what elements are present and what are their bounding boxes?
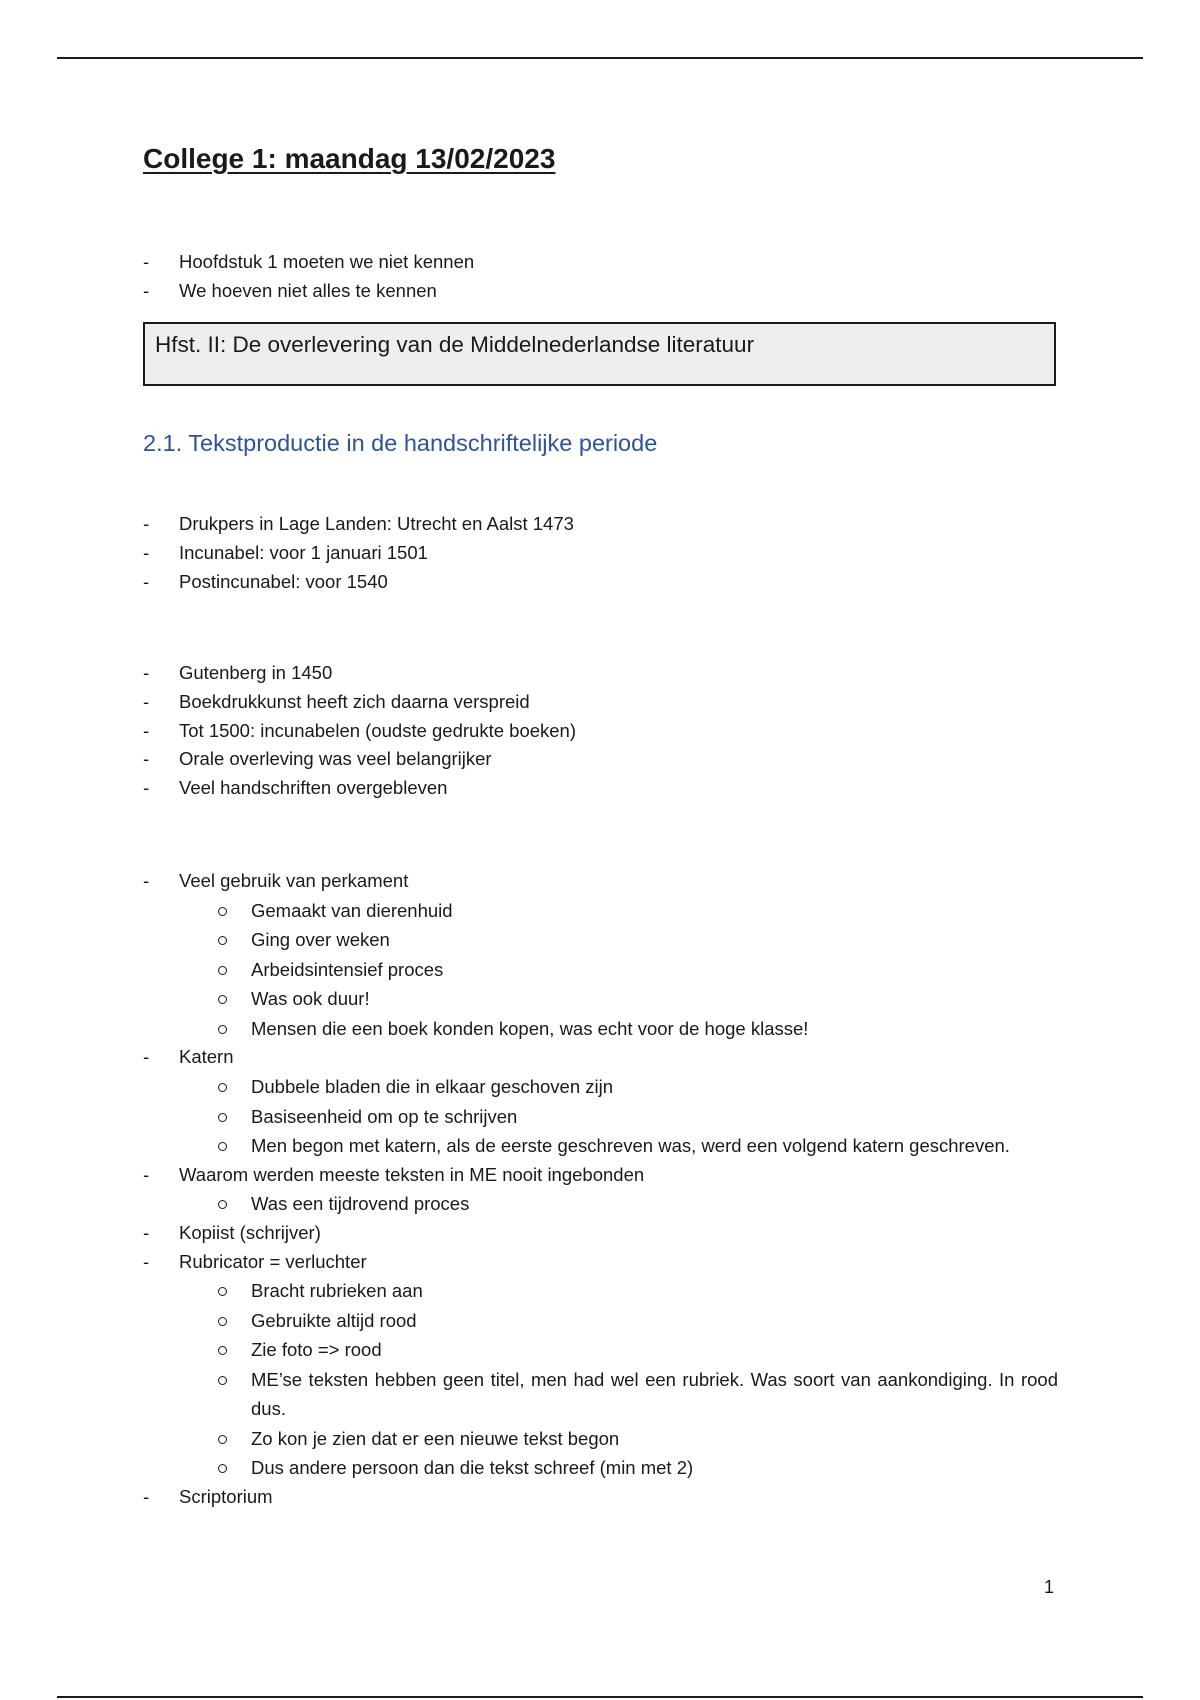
list-item: - Veel gebruik van perkament Gemaakt van dierenhuid Ging over weken Arbeidsintensief proces Was ook duur! Mensen die een boek konden kopen, was echt voor de hoge klasse! <box>143 867 1058 1043</box>
list-item: - Kopiist (schrijver) <box>143 1219 1058 1248</box>
list-item: - Gutenberg in 1450 <box>143 659 1058 688</box>
header-rule <box>57 57 1143 59</box>
list-item: - Tot 1500: incunabelen (oudste gedrukte boeken) <box>143 717 1058 746</box>
page-title: College 1: maandag 13/02/2023 <box>143 143 556 174</box>
sub-list-item: Zie foto => rood <box>143 1335 1058 1365</box>
sub-list-item: Was ook duur! <box>143 984 1058 1014</box>
sub-list-item: Bracht rubrieken aan <box>143 1276 1058 1306</box>
manuscript-list <box>143 867 1058 1512</box>
sub-list-item: Zo kon je zien dat er een nieuwe tekst begon <box>143 1424 1058 1454</box>
footer-rule <box>57 1696 1143 1698</box>
sub-list-item: Ging over weken <box>143 925 1058 955</box>
sub-list <box>179 1276 1058 1483</box>
sub-list-item: Was een tijdrovend proces <box>143 1189 1058 1219</box>
list-item: - Boekdrukkunst heeft zich daarna verspreid <box>143 688 1058 717</box>
sub-list-item: Dus andere persoon dan die tekst schreef (min met 2) <box>143 1453 1058 1483</box>
page-number: 1 <box>1044 1577 1055 1597</box>
sub-list-item: Gemaakt van dierenhuid <box>143 896 1058 926</box>
list-item: - Katern Dubbele bladen die in elkaar geschoven zijn Basiseenheid om op te schrijven Men begon met katern, als de eerste geschreven was, werd een volgend katern geschreven. <box>143 1043 1058 1160</box>
sub-list <box>179 1189 1058 1219</box>
list-item: - We hoeven niet alles te kennen <box>143 277 1058 306</box>
sub-list-item: ME’se teksten hebben geen titel, men had wel een rubriek. Was soort van aankondiging. In rood dus. <box>143 1365 1058 1424</box>
chapter-heading: Hfst. II: De overlevering van de Middelnederlandse literatuur <box>155 332 755 357</box>
list-item: - Waarom werden meeste teksten in ME nooit ingebonden Was een tijdrovend proces <box>143 1161 1058 1219</box>
list-item: - Hoofdstuk 1 moeten we niet kennen <box>143 248 1058 277</box>
sub-list <box>179 1072 1058 1161</box>
list-item: - Incunabel: voor 1 januari 1501 <box>143 539 1058 568</box>
chapter-heading-box <box>143 322 1056 386</box>
list-item: - Scriptorium <box>143 1483 1058 1512</box>
sub-list-item: Men begon met katern, als de eerste geschreven was, werd een volgend katern geschreven. <box>143 1131 1058 1161</box>
section-heading: 2.1. Tekstproductie in de handschriftelijke periode <box>143 430 658 456</box>
list-item: - Veel handschriften overgebleven <box>143 774 1058 803</box>
list-item: - Drukpers in Lage Landen: Utrecht en Aalst 1473 <box>143 510 1058 539</box>
sub-list <box>179 896 1058 1044</box>
intro-list <box>143 248 1058 306</box>
sub-list-item: Mensen die een boek konden kopen, was echt voor de hoge klasse! <box>143 1014 1058 1044</box>
history-list <box>143 659 1058 803</box>
sub-list-item: Dubbele bladen die in elkaar geschoven zijn <box>143 1072 1058 1102</box>
list-item: - Orale overleving was veel belangrijker <box>143 745 1058 774</box>
list-item: - Rubricator = verluchter Bracht rubrieken aan Gebruikte altijd rood Zie foto => rood ME’se teksten hebben geen titel, men had wel een rubriek. Was soort van aankondiging. In rood dus. Zo kon je zien dat er een nieuwe tekst begon Dus andere persoon dan die tekst schreef (min met 2) <box>143 1248 1058 1483</box>
sub-list-item: Basiseenheid om op te schrijven <box>143 1102 1058 1132</box>
list-item: - Postincunabel: voor 1540 <box>143 568 1058 597</box>
printing-list <box>143 510 1058 596</box>
sub-list-item: Gebruikte altijd rood <box>143 1306 1058 1336</box>
sub-list-item: Arbeidsintensief proces <box>143 955 1058 985</box>
